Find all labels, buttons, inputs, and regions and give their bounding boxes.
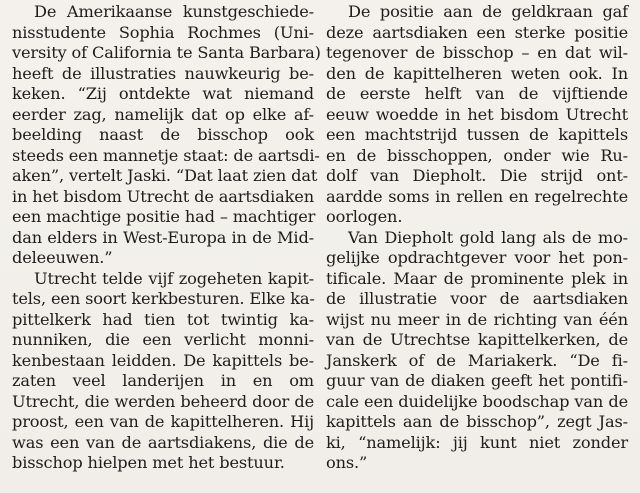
text-line: eerder zag, namelijk dat op elke af- <box>12 104 314 124</box>
paragraph <box>12 269 314 474</box>
text-line: en de bisschoppen, onder wie Ru- <box>326 145 628 165</box>
text-line: ki, “namelijk: jij kunt niet zonder <box>326 432 628 452</box>
text-line: nisstudente Sophia Rochmes (Uni- <box>12 22 314 42</box>
left-column <box>12 2 321 474</box>
text-line: aardde soms in rellen en regelrechte <box>326 186 628 206</box>
text-line: pittelkerk had tien tot twintig ka- <box>12 309 314 329</box>
text-line: Van Diepholt gold lang als de mo- <box>348 227 628 247</box>
text-line: De Amerikaanse kunstgeschiede- <box>34 2 314 21</box>
text-line: in het bisdom Utrecht de aartsdiaken <box>12 186 315 206</box>
right-column <box>326 2 628 474</box>
text-line: kenbestaan leidden. De kapittels be- <box>12 350 314 370</box>
text-line: guur van de diaken geeft het pontifi- <box>326 371 628 390</box>
text-line: keken. “Zij ontdekte wat niemand <box>12 84 314 103</box>
paragraph <box>326 228 628 474</box>
text-line: oorlogen. <box>326 207 403 226</box>
text-line: bisschop hielpen met het bestuur. <box>12 453 285 472</box>
text-line: wijst nu meer in de richting van één <box>326 309 628 329</box>
text-line: eeuw woedde in het bisdom Utrecht <box>326 104 628 124</box>
text-line: dan elders in West-Europa in de Mid- <box>12 227 314 247</box>
text-line: een machtstrijd tussen de kapittels <box>326 125 628 144</box>
text-line: beelding naast de bisschop ook <box>12 125 314 144</box>
text-line: Janskerk of de Mariakerk. “De fi- <box>326 350 628 370</box>
text-line: ons.” <box>326 453 368 472</box>
text-line: cale een duidelijke boodschap van de <box>326 391 628 411</box>
text-line: de illustratie voor de aartsdiaken <box>326 289 628 308</box>
text-line: gelijke opdrachtgever voor het pon- <box>326 248 628 267</box>
text-line: steeds een mannetje staat: de aartsdi- <box>12 145 320 165</box>
text-line: proost, een van de kapittelheren. Hij <box>12 412 314 431</box>
text-line: Utrecht telde vijf zogeheten kapit- <box>34 268 314 288</box>
text-line: heeft de illustraties nauwkeurig be- <box>12 63 314 83</box>
text-line: tels, een soort kerkbesturen. Elke ka- <box>12 289 315 308</box>
text-line: deleeuwen.” <box>12 248 113 267</box>
text-line: zaten veel landerijen in en om <box>12 371 314 390</box>
text-line: Utrecht, die werden beheerd door de <box>12 391 314 411</box>
text-line: kapittels aan de bisschop”, zegt Jas- <box>326 412 628 431</box>
text-line: een machtige positie had – machtiger <box>12 207 316 226</box>
text-line: aken”, vertelt Jaski. “Dat laat zien dat <box>12 166 318 185</box>
text-line: den de kapittelheren weten ook. In <box>326 63 628 83</box>
text-line: tegenover de bisschop – en dat wil- <box>326 43 628 62</box>
text-line: was een van de aartsdiakens, die de <box>12 432 314 452</box>
paragraph <box>12 2 321 269</box>
text-line: deze aartsdiaken een sterke positie <box>326 22 628 42</box>
paragraph <box>326 2 628 228</box>
text-line: dolf van Diepholt. Die strijd ont- <box>326 166 628 185</box>
text-line: versity of California te Santa Barbara) <box>12 43 321 62</box>
text-line: van de Utrechtse kapittelkerken, de <box>326 330 628 349</box>
text-line: nunniken, die een verlicht monni- <box>12 330 314 349</box>
text-line: de eerste helft van de vijftiende <box>326 84 628 103</box>
text-line: De positie aan de geldkraan gaf <box>348 2 628 21</box>
text-line: tificale. Maar de prominente plek in <box>326 268 628 288</box>
